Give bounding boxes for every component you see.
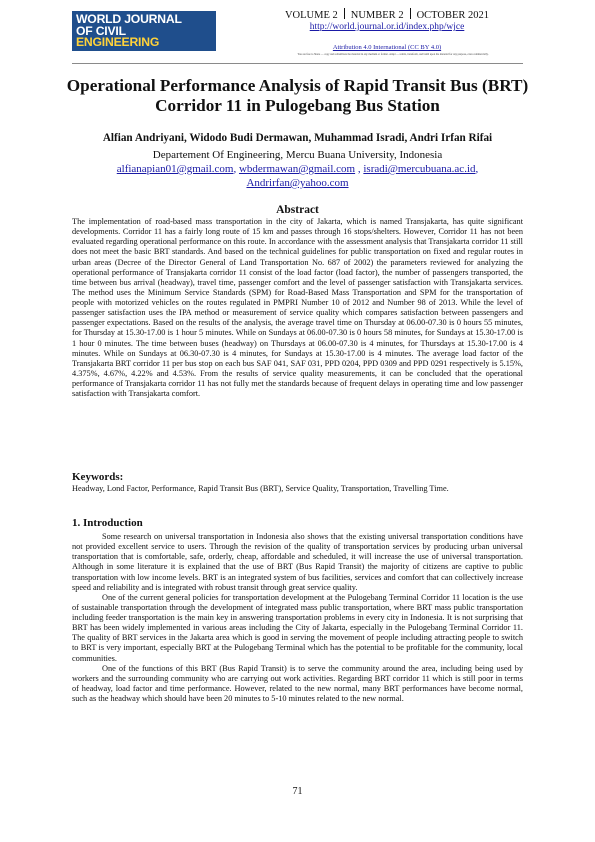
section-heading-introduction: 1. Introduction	[72, 517, 143, 529]
logo-line-2: OF CIVIL	[76, 23, 126, 38]
affiliation: Departement Of Engineering, Mercu Buana University, Indonesia	[152, 149, 443, 161]
license-link[interactable]: Attribution 4.0 International (CC BY 4.0)	[332, 44, 442, 51]
volume: VOLUME 2	[284, 10, 338, 21]
email-link[interactable]: wbdermawan@gmail.com	[238, 163, 356, 175]
keywords-heading: Keywords:	[72, 471, 124, 483]
email-link[interactable]: isradi@mercubuana.ac.id	[363, 163, 476, 175]
logo-line-3: ENGINEERING	[76, 35, 160, 49]
journal-logo	[72, 11, 216, 51]
separator	[410, 8, 411, 19]
paragraph: One of the current general policies for transportation development at the Pulogebang Terminal Corridor 11 location is the use of sustainable transportation through the development of integrated mass public transportation, where BRT mass public transportation including feeder transportation is the main key in answering transportation problems in every city in Indonesia. It is not surprising that BRT has been widely implemented in various areas including the City of Jakarta, especially in the Pulogebang Terminal Corridor 11. The quality of BRT services in the Jakarta area which is good in serving the movement of people including attracting people to switch to BRT is very important, especially BRT at the Pulogebang Terminal which has the potential to be profitable for the community, local communities.	[72, 592, 523, 663]
license-text: You are free to Share — copy and redistribute the material in any medium or format. Adapt — remix, transform, and build upon the material for any purpose, even commercially.	[297, 53, 489, 56]
email-link[interactable]: Andrirfan@yahoo.com	[246, 177, 349, 189]
issue-info	[252, 8, 522, 22]
separator	[344, 8, 345, 19]
issue-date: OCTOBER 2021	[416, 10, 490, 21]
authors: Alfian Andriyani, Widodo Budi Dermawan, Muhammad Isradi, Andri Irfan Rifai	[102, 132, 493, 144]
abstract-text: The implementation of road-based mass transportation in the city of Jakarta, which is named Transjakarta, has quite significant developments. Corridor 11 has a fairly long route of 15 km and passes through 16 stops/shelters. However, Corridor 11 has not been evaluated regarding operational performance on this route. In accordance with the assessment analysis that Transjakarta corridor 11 still does not meet the basic BRT standards. And based on the technical guidelines for public transportation on fixed and regular routes in urban areas (Decree of the Director General of Land Transportation No. 687 of 2002) the parameters reviewed for analyzing the operational performance of Transjakarta corridor 11 consist of the load factor (load factor), the number of passengers transported, the time between bus arrival (headway), travel time, passenger comfort and the level of passenger satisfaction with Transjakarta services. The method uses the Minimum Service Standards (SPM) for Road-Based Mass Transportation and SPM for the transportation of people with motorized vehicles on the routes regulated in PMPRI Number 10 of 2012 and Number 98 of 2013. While the level of passenger satisfaction uses the IPA method or measurement of service quality which compares satisfaction between passengers and passenger expectations. Based on the results of the analysis, the average travel time on Thursday at 06.00-07.30 is 0 hours 55 minutes, for Thursday at 15.30-17.00 is 1 hour 5 minutes. While on Sundays at 06.00-07.30 is 0 hours 58 minutes, for Sundays at 15.30-17.00 is 1 hour 0 minutes. The time between buses (headway) on Thursdays at 06.00-07.30 is 4 minutes, for Thursdays at 15.30-17.00 is 4 minutes. While on Sundays at 06.30-07.30 is 4 minutes, for Sundays at 15.30-17.00 is 4 minutes. The average load factor of the Transjakarta BRT corridor 11 per bus stop on each bus SAF 041, SAF 031, PPD 0204, PPD 0309 and PPD 0291 respectively is 5.15%, 4.375%, 4.67%, 4.22% and 4.53%. From the results of service quality measurements, it can be concluded that the operational performance of Transjakarta corridor 11 has not fully met the standards because of frequent delays in operating time and low passenger satisfaction with Transjakarta comfort.	[72, 217, 523, 399]
abstract-heading: Abstract	[276, 204, 319, 216]
paper-title: Operational Performance Analysis of Rapid Transit Bus (BRT) Corridor 11 in Pulogebang Bus Station	[66, 76, 529, 115]
page-number: 71	[292, 786, 303, 797]
keywords-text: Headway, Lond Factor, Performance, Rapid Transit Bus (BRT), Service Quality, Transportation, Travelling Time.	[72, 484, 449, 493]
email-link[interactable]: alfianapian01@gmail.com	[116, 163, 234, 175]
introduction-body	[72, 532, 523, 704]
header-divider	[72, 63, 523, 64]
paragraph: Some research on universal transportation in Indonesia also shows that the existing universal transportation conditions have not provided excellent service to users. Through the revision of the quality of transportation services by producing urban universal transportation that is comfortable, safe, orderly, cheap, affordable and scheduled, it will increase the use of universal transportation. Although in some literature it is explained that the use of BRT (Bus Rapid Transit) the majority of citizens are captive to public transportation with low income levels. BRT is an integrated system of bus facilities, services and comfort that can collectively increase speed and reliability and is integrated with robust transit through great service quality.	[72, 532, 523, 592]
logo-line-1: WORLD JOURNAL	[76, 12, 182, 26]
author-emails: alfianapian01@gmail.com, wbdermawan@gmail.com , isradi@mercubuana.ac.id, Andrirfan@yahoo.com	[116, 163, 479, 189]
journal-url-link[interactable]: http://world.journal.or.id/index.php/wjce	[309, 22, 465, 32]
number: NUMBER 2	[350, 10, 404, 21]
paragraph: One of the functions of this BRT (Bus Rapid Transit) is to serve the community around the area, including being used by workers and the surrounding community who are carrying out work activities. Regarding BRT corridor 11 which is still poor in terms of headway, load factor and time performance. However, related to the new normal, many BRT performances have become normal, such as the headway which should have been 20 minutes to 5-10 minutes related to the new normal.	[72, 663, 523, 703]
